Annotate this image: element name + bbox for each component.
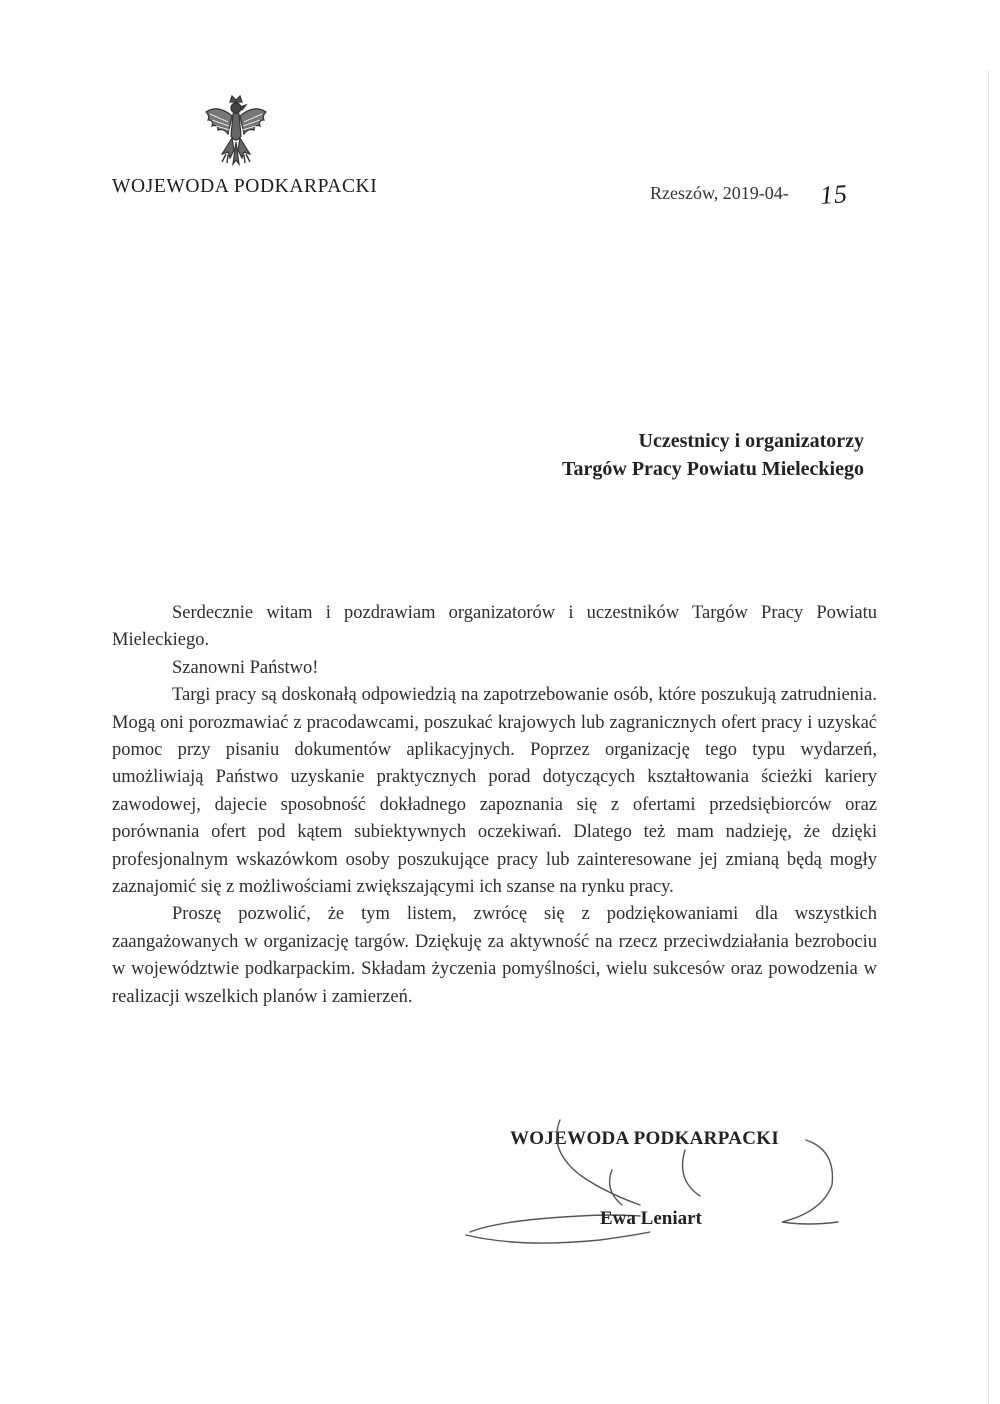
salutation: Szanowni Państwo! bbox=[172, 657, 319, 678]
polish-eagle-emblem-icon bbox=[200, 92, 272, 172]
letter-body bbox=[112, 600, 877, 1011]
scan-edge-line bbox=[988, 70, 989, 1404]
body-paragraph: Serdecznie witam i pozdrawiam organizatorów i uczestników Targów Pracy Powiatu Mieleckiego. bbox=[112, 603, 877, 651]
office-title: WOJEWODA PODKARPACKI bbox=[112, 176, 378, 197]
signature-office-title: WOJEWODA PODKARPACKI bbox=[510, 1128, 780, 1149]
addressee-line-1: Uczestnicy i organizatorzy bbox=[638, 430, 864, 452]
addressee-line-2: Targów Pracy Powiatu Mieleckiego bbox=[562, 458, 864, 480]
date-text: Rzeszów, 2019-04- bbox=[650, 183, 789, 203]
addressee-block bbox=[562, 427, 864, 483]
body-paragraph: Proszę pozwolić, że tym listem, zwrócę się z podziękowaniami dla wszystkich zaangażowanych w organizację targów. Dziękuję za aktywność na rzecz przeciwdziałania bezrobociu w województwie podkarpackim. Składam życzenia pomyślności, wielu sukcesów oraz powodzenia w realizacji wszelkich planów i zamierzeń. bbox=[112, 904, 877, 1007]
handwritten-date-day: 15 bbox=[818, 179, 849, 210]
signatory-name: Ewa Leniart bbox=[600, 1208, 702, 1229]
body-paragraph: Targi pracy są doskonałą odpowiedzią na zapotrzebowanie osób, które poszukują zatrudnienia. Mogą oni porozmawiać z pracodawcami, poszukać krajowych lub zagranicznych ofert pracy i uzyskać pomoc przy pisaniu dokumentów aplikacyjnych. Poprzez organizację tego typu wydarzeń, umożliwiają Państwo uzyskanie praktycznych porad dotyczących kształtowania ścieżki kariery zawodowej, dajecie sposobność dokładnego zapoznania się z ofertami przedsiębiorców oraz porównania ofert pod kątem subiektywnych oczekiwań. Dlatego też mam nadzieję, że dzięki profesjonalnym wskazówkom osoby poszukujące pracy lub zainteresowane jej zmianą będą mogły zaznajomić się z możliwościami zwiększającymi ich szanse na rynku pracy. bbox=[112, 685, 877, 898]
